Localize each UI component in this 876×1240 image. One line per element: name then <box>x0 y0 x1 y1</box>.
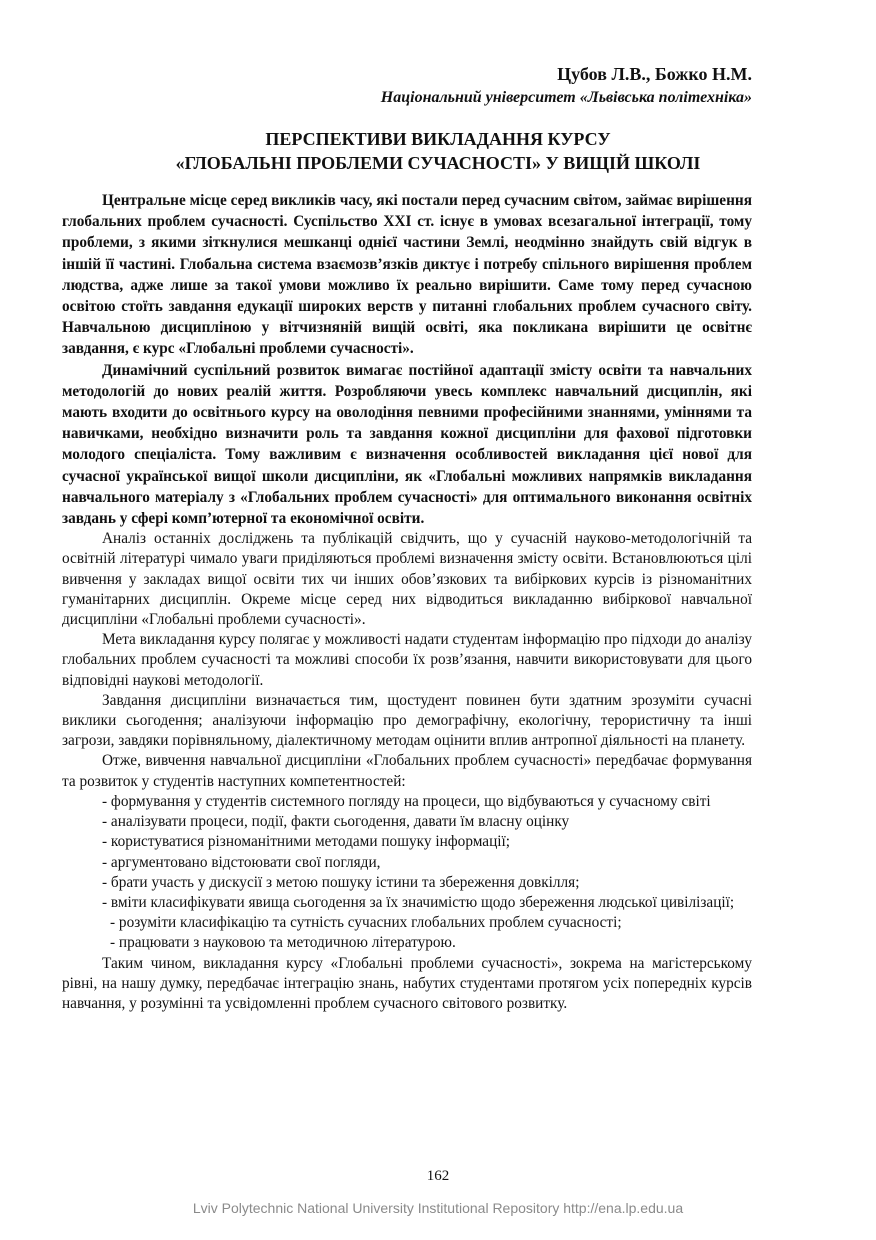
paragraph-tasks: Завдання дисципліни визначається тим, щостудент повинен бути здатним зрозуміти сучасні виклики сьогодення; аналізуючи інформацію про демографічну, екологічну, терористичну та інші загрози, завдяки порівняльному, діалектичному методам оцінити вплив антропної діяльності на планету. <box>62 691 752 750</box>
list-item: - брати участь у дискусії з метою пошуку істини та збереження довкілля; <box>102 873 580 891</box>
paragraph-intro: Центральне місце серед викликів часу, які постали перед сучасним світом, займає вирішення глобальних проблем сучасності. Суспільство XXI ст. існує в умовах всезагальної інтеграції, тому проблеми, з якими зіткнулися мешканці однієї частини Землі, неодмінно знайдуть свій відгук в іншій її частині. Глобальна система взаємозв’язків диктує і потребу спільного вирішення проблем людства, адже лише за такої умови можливо їх реально вирішити. Саме тому перед сучасною освітою стоїть завдання едукації широких верств у питанні глобальних проблем сучасного світу. Навчальною дисципліною у вітчизняній вищій освіті, яка покликана вирішити це освітнє завдання, є курс «Глобальні проблеми сучасності». <box>62 192 752 358</box>
paragraph-development: Динамічний суспільний розвиток вимагає постійної адаптації змісту освіти та навчальних методологій до нових реалій життя. Розробляючи увесь комплекс навчальний дисциплін, які мають входити до освітнього курсу на оволодіння певними професійними знаннями, уміннями та навичками, необхідно визначити роль та завдання кожної дисципліни для фахової підготовки молодого спеціаліста. Тому важливим є визначення особливостей викладання цієї нової для сучасної української вищої школи дисципліни, як «Глобальні можливих напрямків викладання навчального матеріалу з «Глобальних проблем сучасності» для оптимального виконання освітніх завдань у сфері комп’ютерної та економічної освіти. <box>62 361 752 528</box>
repository-footer: Lviv Polytechnic National University Institutional Repository http://ena.lp.edu.ua <box>192 1200 684 1216</box>
list-item: - вміти класифікувати явища сьогодення за їх значимістю щодо збереження людської цивілізації; <box>102 893 735 911</box>
list-item: - формування у студентів системного погляду на процеси, що відбуваються у сучасному світі <box>102 792 711 810</box>
list-item: - аналізувати процеси, події, факти сьогодення, давати їм власну оцінку <box>102 813 570 831</box>
title-line-2: «ГЛОБАЛЬНІ ПРОБЛЕМИ СУЧАСНОСТІ» У ВИЩІЙ ШКОЛІ <box>175 153 701 173</box>
title-line-1: ПЕРСПЕКТИВИ ВИКЛАДАННЯ КУРСУ <box>265 129 611 149</box>
list-item: - працювати з науковою та методичною літературою. <box>110 934 456 952</box>
article-body <box>62 190 752 1014</box>
paragraph-competences: Отже, вивчення навчальної дисципліни «Глобальних проблем сучасності» передбачає формування та розвиток у студентів наступних компетентностей: <box>62 752 752 790</box>
page-number: 162 <box>426 1168 450 1184</box>
paragraph-conclusion: Таким чином, викладання курсу «Глобальні проблеми сучасності», зокрема на магістерському рівні, на нашу думку, передбачає інтеграцію знань, набутих студентами протягом усіх попередніх курсів навчання, у розумінні та усвідомленні проблем сучасного світового розвитку. <box>62 954 752 1012</box>
affiliation: Національний університет «Львівська політехніка» <box>380 89 752 106</box>
authors: Цубов Л.В., Божко Н.М. <box>557 64 752 84</box>
paragraph-goal: Мета викладання курсу полягає у можливості надати студентам інформацію про підходи до аналізу глобальних проблем сучасності та можливі способи їх розв’язання, навчити використовувати для цього відповідні наукові методології. <box>62 631 752 689</box>
list-item: - аргументовано відстоювати свої погляди, <box>102 853 381 871</box>
list-item: - користуватися різноманітними методами пошуку інформації; <box>102 833 511 851</box>
list-item: - розуміти класифікацію та сутність сучасних глобальних проблем сучасності; <box>110 914 622 932</box>
paragraph-analysis: Аналіз останніх досліджень та публікацій свідчить, що у сучасній науково-методологічній та освітній літературі чимало уваги приділяються проблемі визначення змісту освіти. Встановлюються цілі вивчення у закладах вищої освіти тих чи інших обов’язкових та вибіркових курсів із різноманітних гуманітарних дисциплін. Окреме місце серед них відводиться викладанню вибіркової навчальної дисципліни «Глобальні проблеми сучасності». <box>62 530 752 629</box>
